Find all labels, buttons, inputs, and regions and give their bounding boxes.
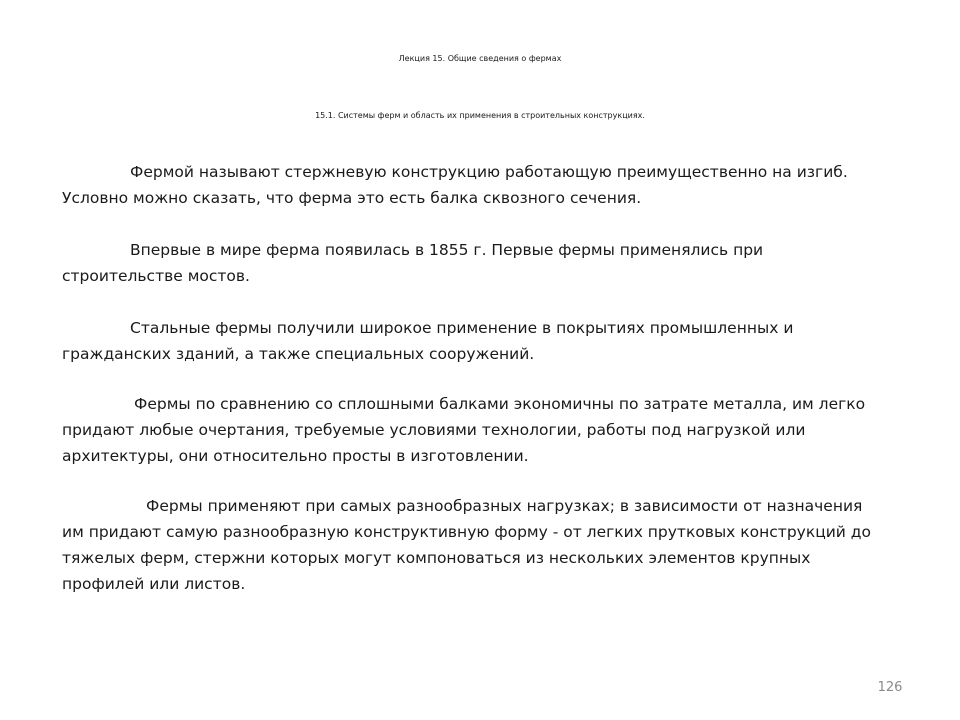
paragraph-truss-advantages (62, 391, 942, 469)
paragraph-truss-history (62, 237, 942, 289)
paragraph-line: архитектуры, они относительно просты в изготовлении. (62, 447, 529, 465)
paragraph-line: Впервые в мире ферма появилась в 1855 г. Первые фермы применялись при (130, 241, 764, 259)
paragraph-line: Условно можно сказать, что ферма это есть балка сквозного сечения. (62, 189, 642, 207)
paragraph-line: придают любые очертания, требуемые условиями технологии, работы под нагрузкой или (62, 421, 806, 439)
paragraph-line: профилей или листов. (62, 575, 246, 593)
paragraph-line: Фермы по сравнению со сплошными балками экономичны по затрате металла, им легко (134, 395, 866, 413)
paragraph-steel-trusses (62, 315, 942, 367)
paragraph-line: Стальные фермы получили широкое применение в покрытиях промышленных и (130, 319, 794, 337)
paragraph-line: строительстве мостов. (62, 267, 250, 285)
paragraph-line: Фермой называют стержневую конструкцию работающую преимущественно на изгиб. (130, 163, 848, 181)
paragraph-truss-definition (62, 159, 942, 211)
page-number: 126 (877, 680, 903, 695)
paragraph-line: им придают самую разнообразную конструктивную форму - от легких прутковых конструкций до (62, 523, 872, 541)
lecture-title: Лекция 15. Общие сведения о фермах (398, 54, 562, 63)
paragraph-line: гражданских зданий, а также специальных сооружений. (62, 345, 535, 363)
paragraph-line: тяжелых ферм, стержни которых могут компоноваться из нескольких элементов крупных (62, 549, 811, 567)
paragraph-truss-applications (62, 493, 942, 597)
section-heading: 15.1. Системы ферм и область их применения в строительных конструкциях. (315, 111, 645, 120)
paragraph-line: Фермы применяют при самых разнообразных нагрузках; в зависимости от назначения (146, 497, 863, 515)
